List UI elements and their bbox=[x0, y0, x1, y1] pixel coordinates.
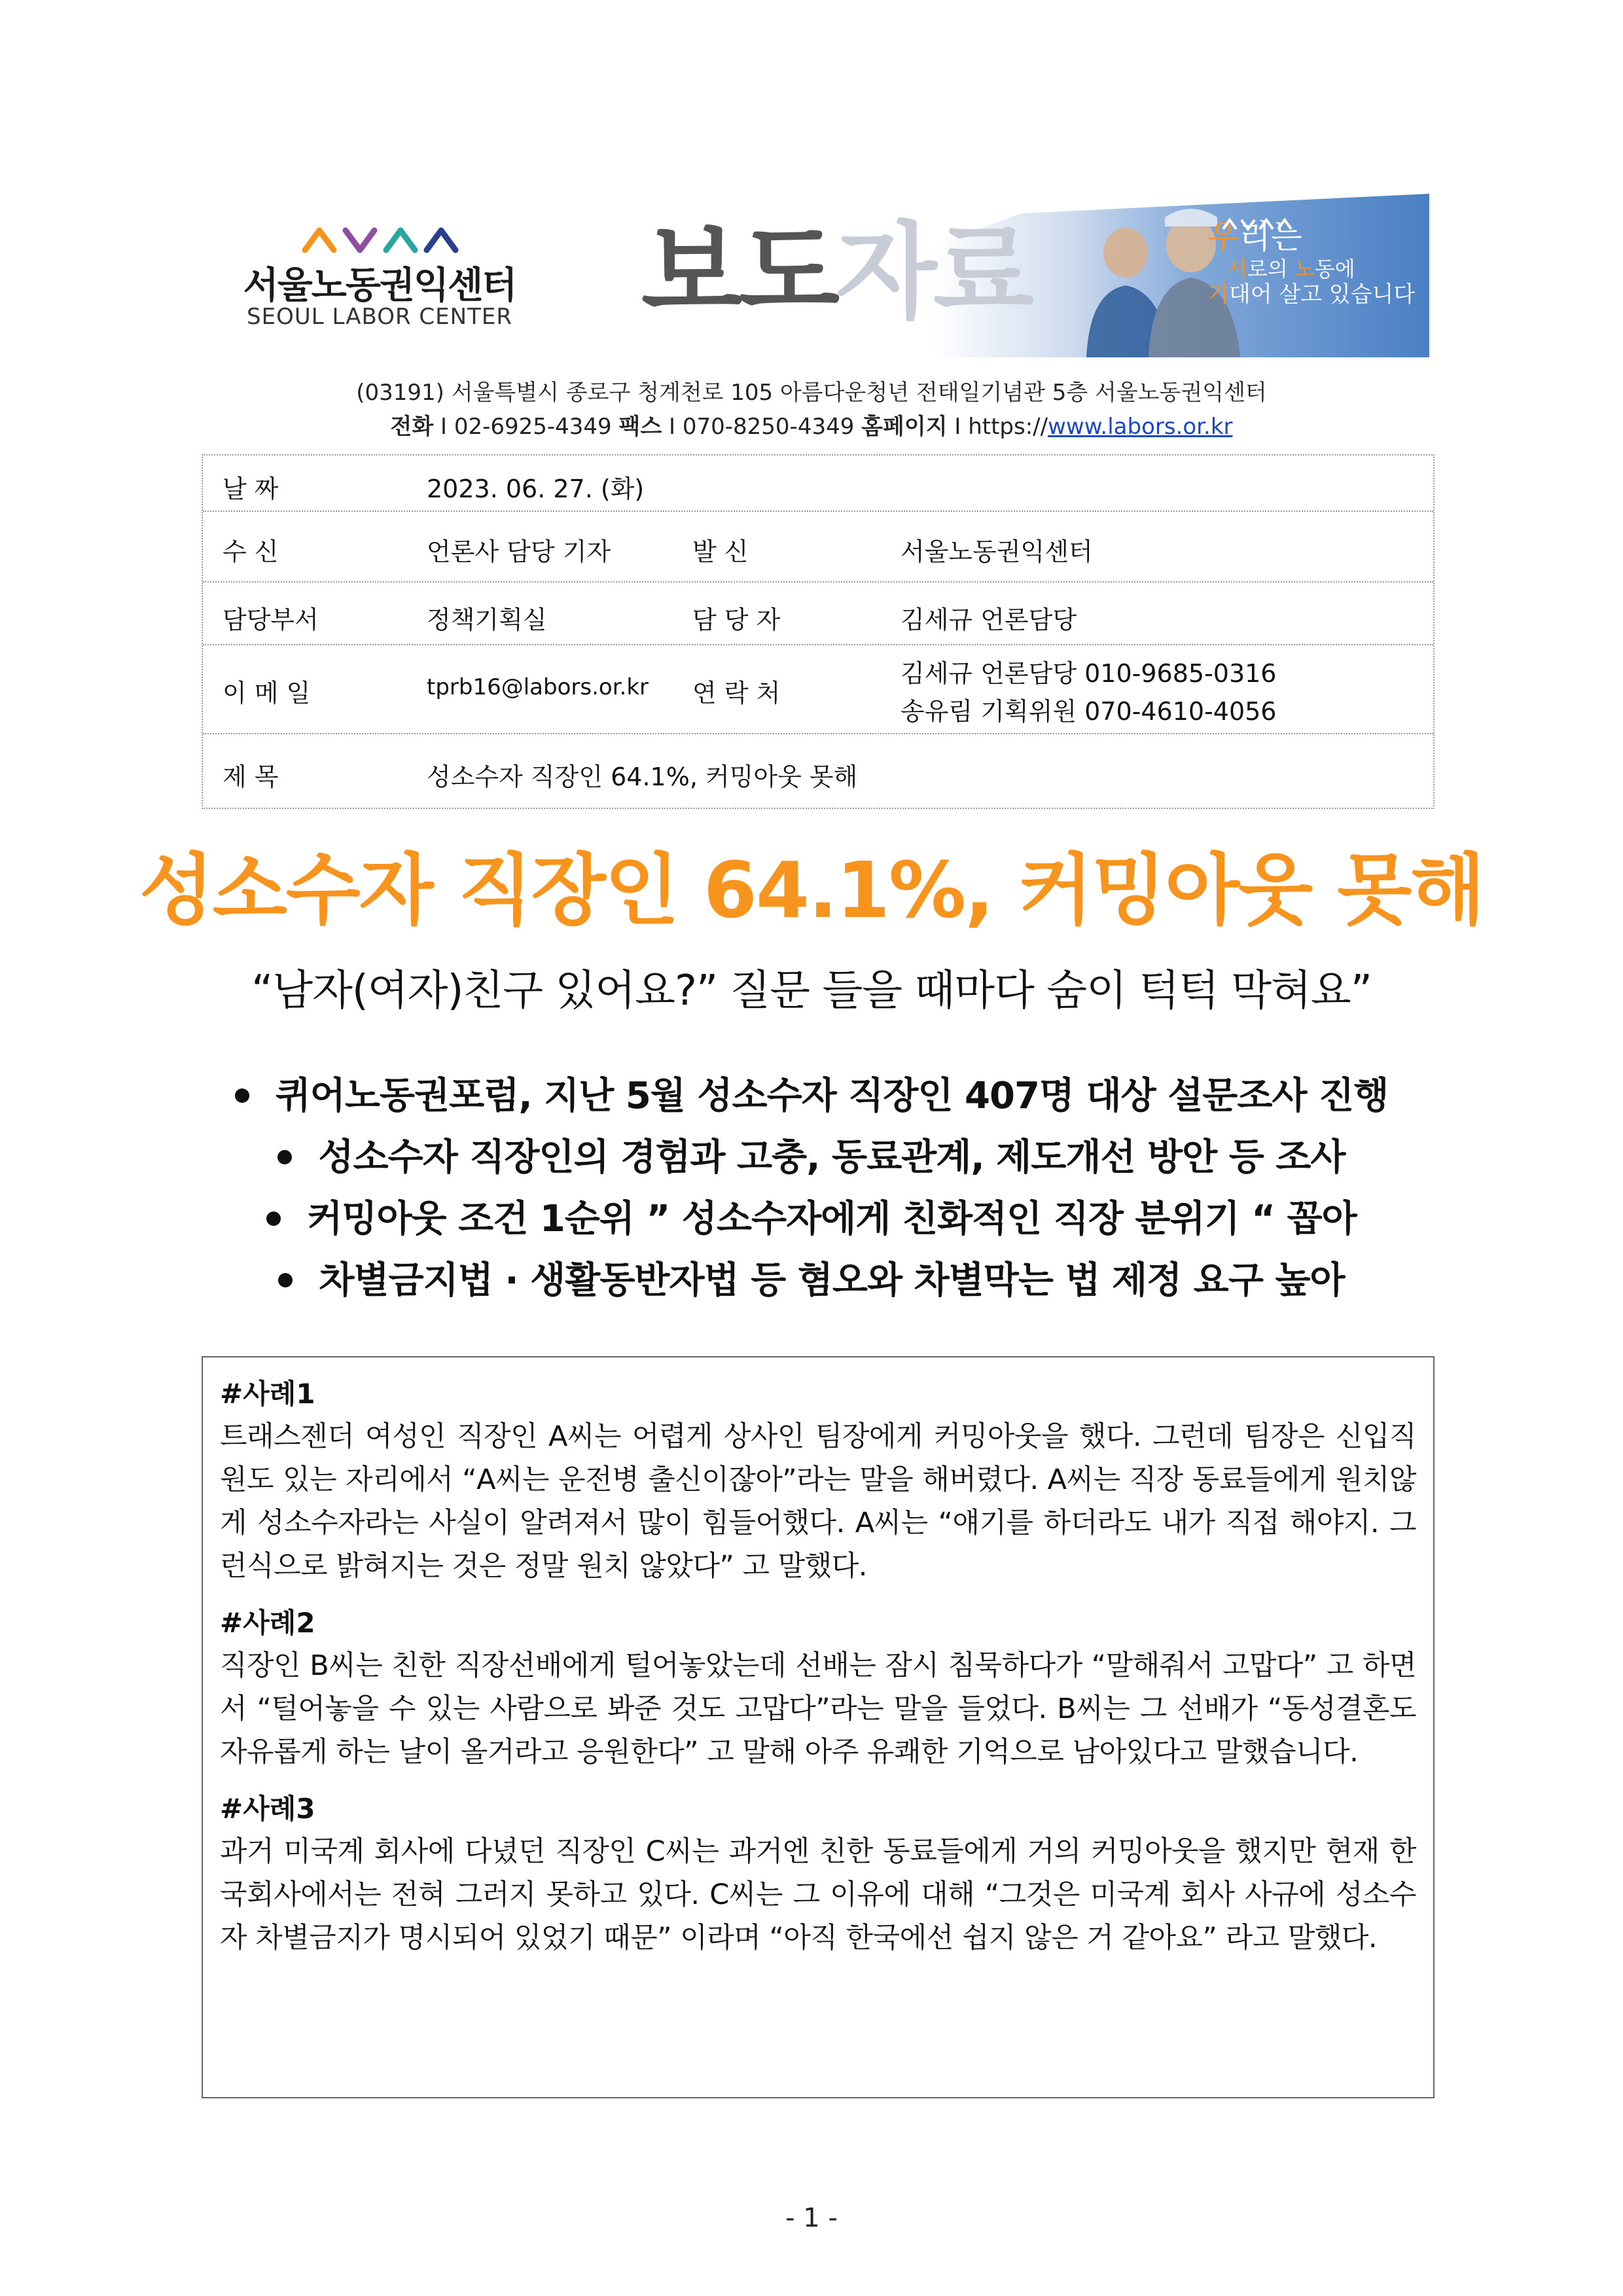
date-label: 날 짜 bbox=[223, 475, 279, 503]
email-label: 이 메 일 bbox=[223, 679, 311, 708]
logo-chevrons-icon bbox=[300, 223, 463, 255]
small-chevrons-icon bbox=[1221, 217, 1293, 232]
banner-slogan: 우리는 서로의 노동에 기대어 살고 있습니다 bbox=[1207, 218, 1416, 308]
key-point: 커밍아웃 조건 1순위 ” 성소수자에게 친화적인 직장 분위기 “ 꼽아 bbox=[0, 1189, 1623, 1250]
subject-label: 제 목 bbox=[223, 762, 279, 791]
case-text: 직장인 B씨는 친한 직장선배에게 털어놓았는데 선배는 잠시 침묵하다가 “말해줘서 고맙다” 고 하면서 “털어놓을 수 있는 사람으로 봐준 것도 고맙다”라는 말을 들었다. B씨는 그 선배가 “동성결혼도 자유롭게 하는 날이 올거라고 응원한다” 고 말해 아주 유쾌한 기억으로 남아있다고 말했습니다. bbox=[220, 1649, 1416, 1768]
case-box bbox=[202, 1356, 1435, 2098]
homepage-link[interactable]: www.labors.or.kr bbox=[1048, 414, 1233, 440]
case-title: #사례1 bbox=[220, 1378, 315, 1410]
org-logo bbox=[242, 223, 517, 334]
info-row-contact bbox=[203, 645, 1433, 734]
info-row-subject bbox=[203, 734, 1433, 808]
dept-value: 정책기획실 bbox=[427, 605, 547, 634]
key-point: 차별금지법 · 생활동반자법 등 혐오와 차별막는 법 제정 요구 높아 bbox=[0, 1250, 1623, 1312]
dept-label: 담당부서 bbox=[223, 605, 319, 634]
info-row-to-from bbox=[203, 512, 1433, 583]
info-table bbox=[202, 454, 1435, 809]
person-label: 담 당 자 bbox=[692, 605, 781, 634]
org-address: (03191) 서울특별시 종로구 청계천로 105 아름다운청년 전태일기념관 5층 서울노동권익센터 bbox=[356, 380, 1267, 406]
phone-value-1: 김세규 언론담당 010-9685-0316 bbox=[901, 659, 1277, 688]
case-item bbox=[220, 1602, 1416, 1774]
bullet-dot-icon bbox=[266, 1211, 281, 1226]
page-number: - 1 - bbox=[785, 2203, 838, 2233]
to-label: 수 신 bbox=[223, 537, 279, 566]
to-value: 언론사 담당 기자 bbox=[427, 537, 611, 566]
from-value: 서울노동권익센터 bbox=[901, 537, 1093, 566]
case-title: #사례2 bbox=[220, 1607, 315, 1639]
case-text: 트래스젠더 여성인 직장인 A씨는 어렵게 상사인 팀장에게 커밍아웃을 했다. 그런데 팀장은 신입직원도 있는 자리에서 “A씨는 운전병 출신이잖아”라는 말을 해버렸다. A씨는 직장 동료들에게 원치않게 성소수자라는 사실이 알려져서 많이 힘들어했다. A씨는 “얘기를 하더라도 내가 직접 해야지. 그런식으로 밝혀지는 것은 정말 원치 않았다” 고 말했다. bbox=[220, 1420, 1416, 1583]
phone-label: 연 락 처 bbox=[692, 679, 781, 708]
from-label: 발 신 bbox=[692, 537, 749, 566]
case-item bbox=[220, 1788, 1416, 1960]
case-text: 과거 미국계 회사에 다녔던 직장인 C씨는 과거엔 친한 동료들에게 거의 커밍아웃을 했지만 현재 한국회사에서는 전혀 그러지 못하고 있다. C씨는 그 이유에 대해 “그것은 미국계 회사 사규에 성소수자 차별금지가 명시되어 있었기 때문” 이라며 “아직 한국에선 쉽지 않은 거 같아요” 라고 말했다. bbox=[220, 1835, 1416, 1954]
bullet-dot-icon bbox=[277, 1150, 292, 1164]
bullet-dot-icon bbox=[278, 1273, 293, 1287]
phone-value-2: 송유림 기획위원 070-4610-4056 bbox=[901, 697, 1277, 726]
org-contact: 전화 I 02-6925-4349 팩스 I 070-8250-4349 홈페이지 I https://www.labors.or.kr bbox=[390, 414, 1233, 440]
person-value: 김세규 언론담당 bbox=[901, 605, 1077, 634]
org-name-en: SEOUL LABOR CENTER bbox=[247, 304, 512, 330]
press-release-banner bbox=[628, 194, 1429, 357]
banner-title: 보도자료 bbox=[641, 211, 1031, 333]
case-item bbox=[220, 1373, 1416, 1588]
key-point: 퀴어노동권포럼, 지난 5월 성소수자 직장인 407명 대상 설문조사 진행 bbox=[0, 1066, 1623, 1127]
key-point: 성소수자 직장인의 경험과 고충, 동료관계, 제도개선 방안 등 조사 bbox=[0, 1127, 1623, 1189]
headline: 성소수자 직장인 64.1%, 커밍아웃 못해 bbox=[139, 845, 1484, 935]
email-value: tprb16@labors.or.kr bbox=[427, 674, 649, 700]
org-name-ko: 서울노동권익센터 bbox=[243, 264, 516, 307]
info-row-date bbox=[203, 456, 1433, 512]
key-points bbox=[0, 1066, 1623, 1312]
subheadline: “남자(여자)친구 있어요?” 질문 들을 때마다 숨이 턱턱 막혀요” bbox=[251, 967, 1372, 1015]
subject-value: 성소수자 직장인 64.1%, 커밍아웃 못해 bbox=[427, 762, 858, 791]
date-value: 2023. 06. 27. (화) bbox=[427, 475, 645, 503]
case-title: #사례3 bbox=[220, 1793, 315, 1825]
info-row-dept bbox=[203, 583, 1433, 645]
bullet-dot-icon bbox=[235, 1088, 249, 1103]
